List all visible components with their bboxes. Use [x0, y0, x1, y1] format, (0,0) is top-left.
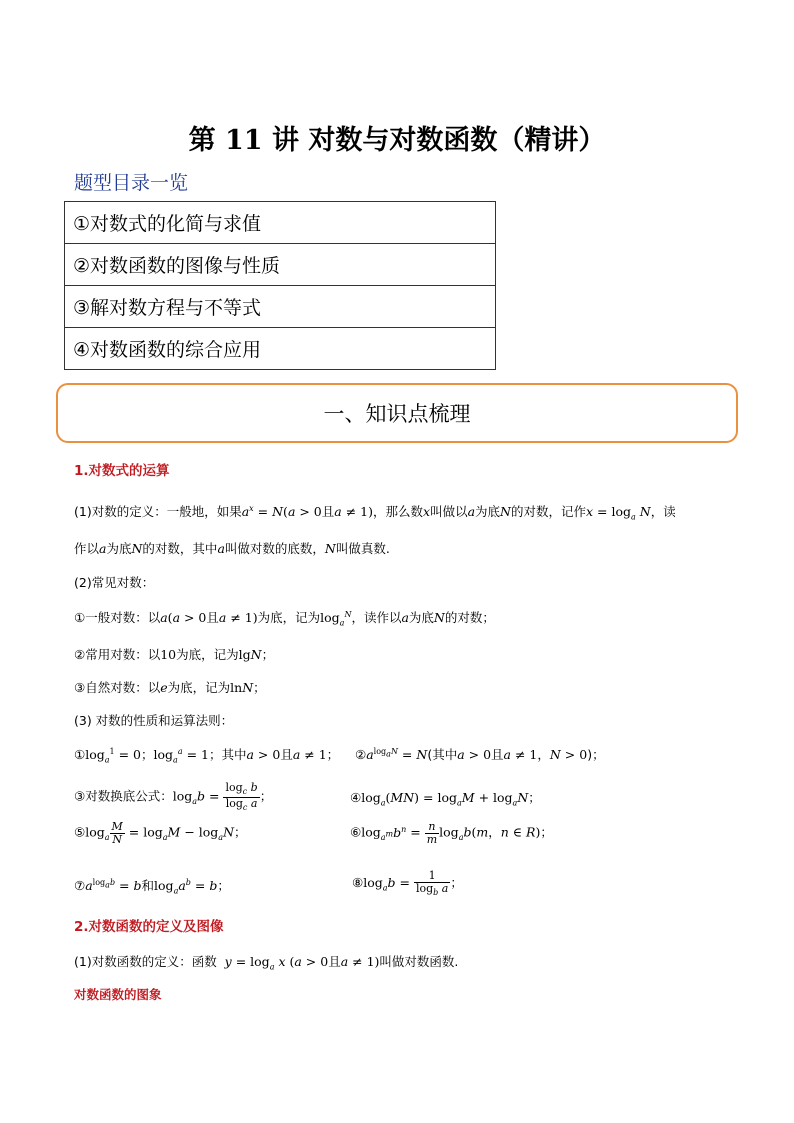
- toc-item[interactable]: ②对数函数的图像与性质: [65, 244, 496, 286]
- properties-heading: (3) 对数的性质和运算法则：: [74, 713, 234, 728]
- rule-6: $⑥\log_{a^m}b^n$ = $\frac{n}{m}$ $\log_ab(m$，n ∈ R)；: [350, 820, 553, 846]
- rule-2: $②a^{log_aN} = N$(其中a > 0且a ≠ 1，N > 0)；: [355, 746, 605, 762]
- rule-7: $⑦a^{log_ab} = b$和$\log_aa^b = b$；: [74, 877, 230, 896]
- rule-8: $⑧\log_ab$ = $\frac{1}{\log_b a}$ ；: [352, 869, 463, 897]
- function-definition: (1)对数函数的定义：函数 $y = \log_a x$ (a > 0且a ≠ 1)叫做对数函数.: [74, 954, 459, 972]
- page-title: 第 11 讲 对数与对数函数（精讲）: [188, 125, 606, 156]
- common-logs-heading: (2)常见对数：: [74, 575, 155, 590]
- rule-3: ③对数换底公式：$\log_ab$ = $\frac{\log_c b}{\log_c a}$ ；: [74, 781, 273, 812]
- rule-5: $⑤\log_a$ $\frac{M}{N}$ = $\log_aM - \log_aN$；: [74, 820, 247, 846]
- toc-item[interactable]: ①对数式的化简与求值: [65, 202, 496, 244]
- toc-heading: 题型目录一览: [74, 172, 189, 194]
- graph-heading: 对数函数的图象: [74, 987, 162, 1002]
- common-log-1: ①一般对数：以a(a > 0且a ≠ 1)为底，记为$\log_a^N$，读作以a为底N的对数；: [74, 609, 495, 628]
- toc-table: [64, 201, 496, 370]
- definition-line-2: 作以a为底N的对数，其中a叫做对数的底数，N叫做真数.: [74, 541, 390, 556]
- toc-item[interactable]: ④对数函数的综合应用: [65, 328, 496, 370]
- section-title: 一、知识点梳理: [323, 402, 471, 426]
- section-heading: 2.对数函数的定义及图像: [74, 919, 224, 935]
- rule-4: $④\log_a(MN) = \log_aM + \log_aN$；: [350, 790, 541, 808]
- common-log-2: ②常用对数：以10为底，记为lgN；: [74, 647, 275, 662]
- common-log-3: ③自然对数：以e为底，记为lnN；: [74, 680, 266, 695]
- rule-1: $①\log_a^1 = 0$；$\log_a^a = 1$；其中a > 0且a ≠ 1；: [74, 746, 340, 765]
- toc-item[interactable]: ③解对数方程与不等式: [65, 286, 496, 328]
- section-heading: 1.对数式的运算: [74, 463, 170, 479]
- definition-line-1: (1)对数的定义：一般地，如果$a^x = N(a > 0$且a ≠ 1)，那么数x叫做以a为底N的对数，记作$x = \log_a N$，读: [74, 503, 676, 522]
